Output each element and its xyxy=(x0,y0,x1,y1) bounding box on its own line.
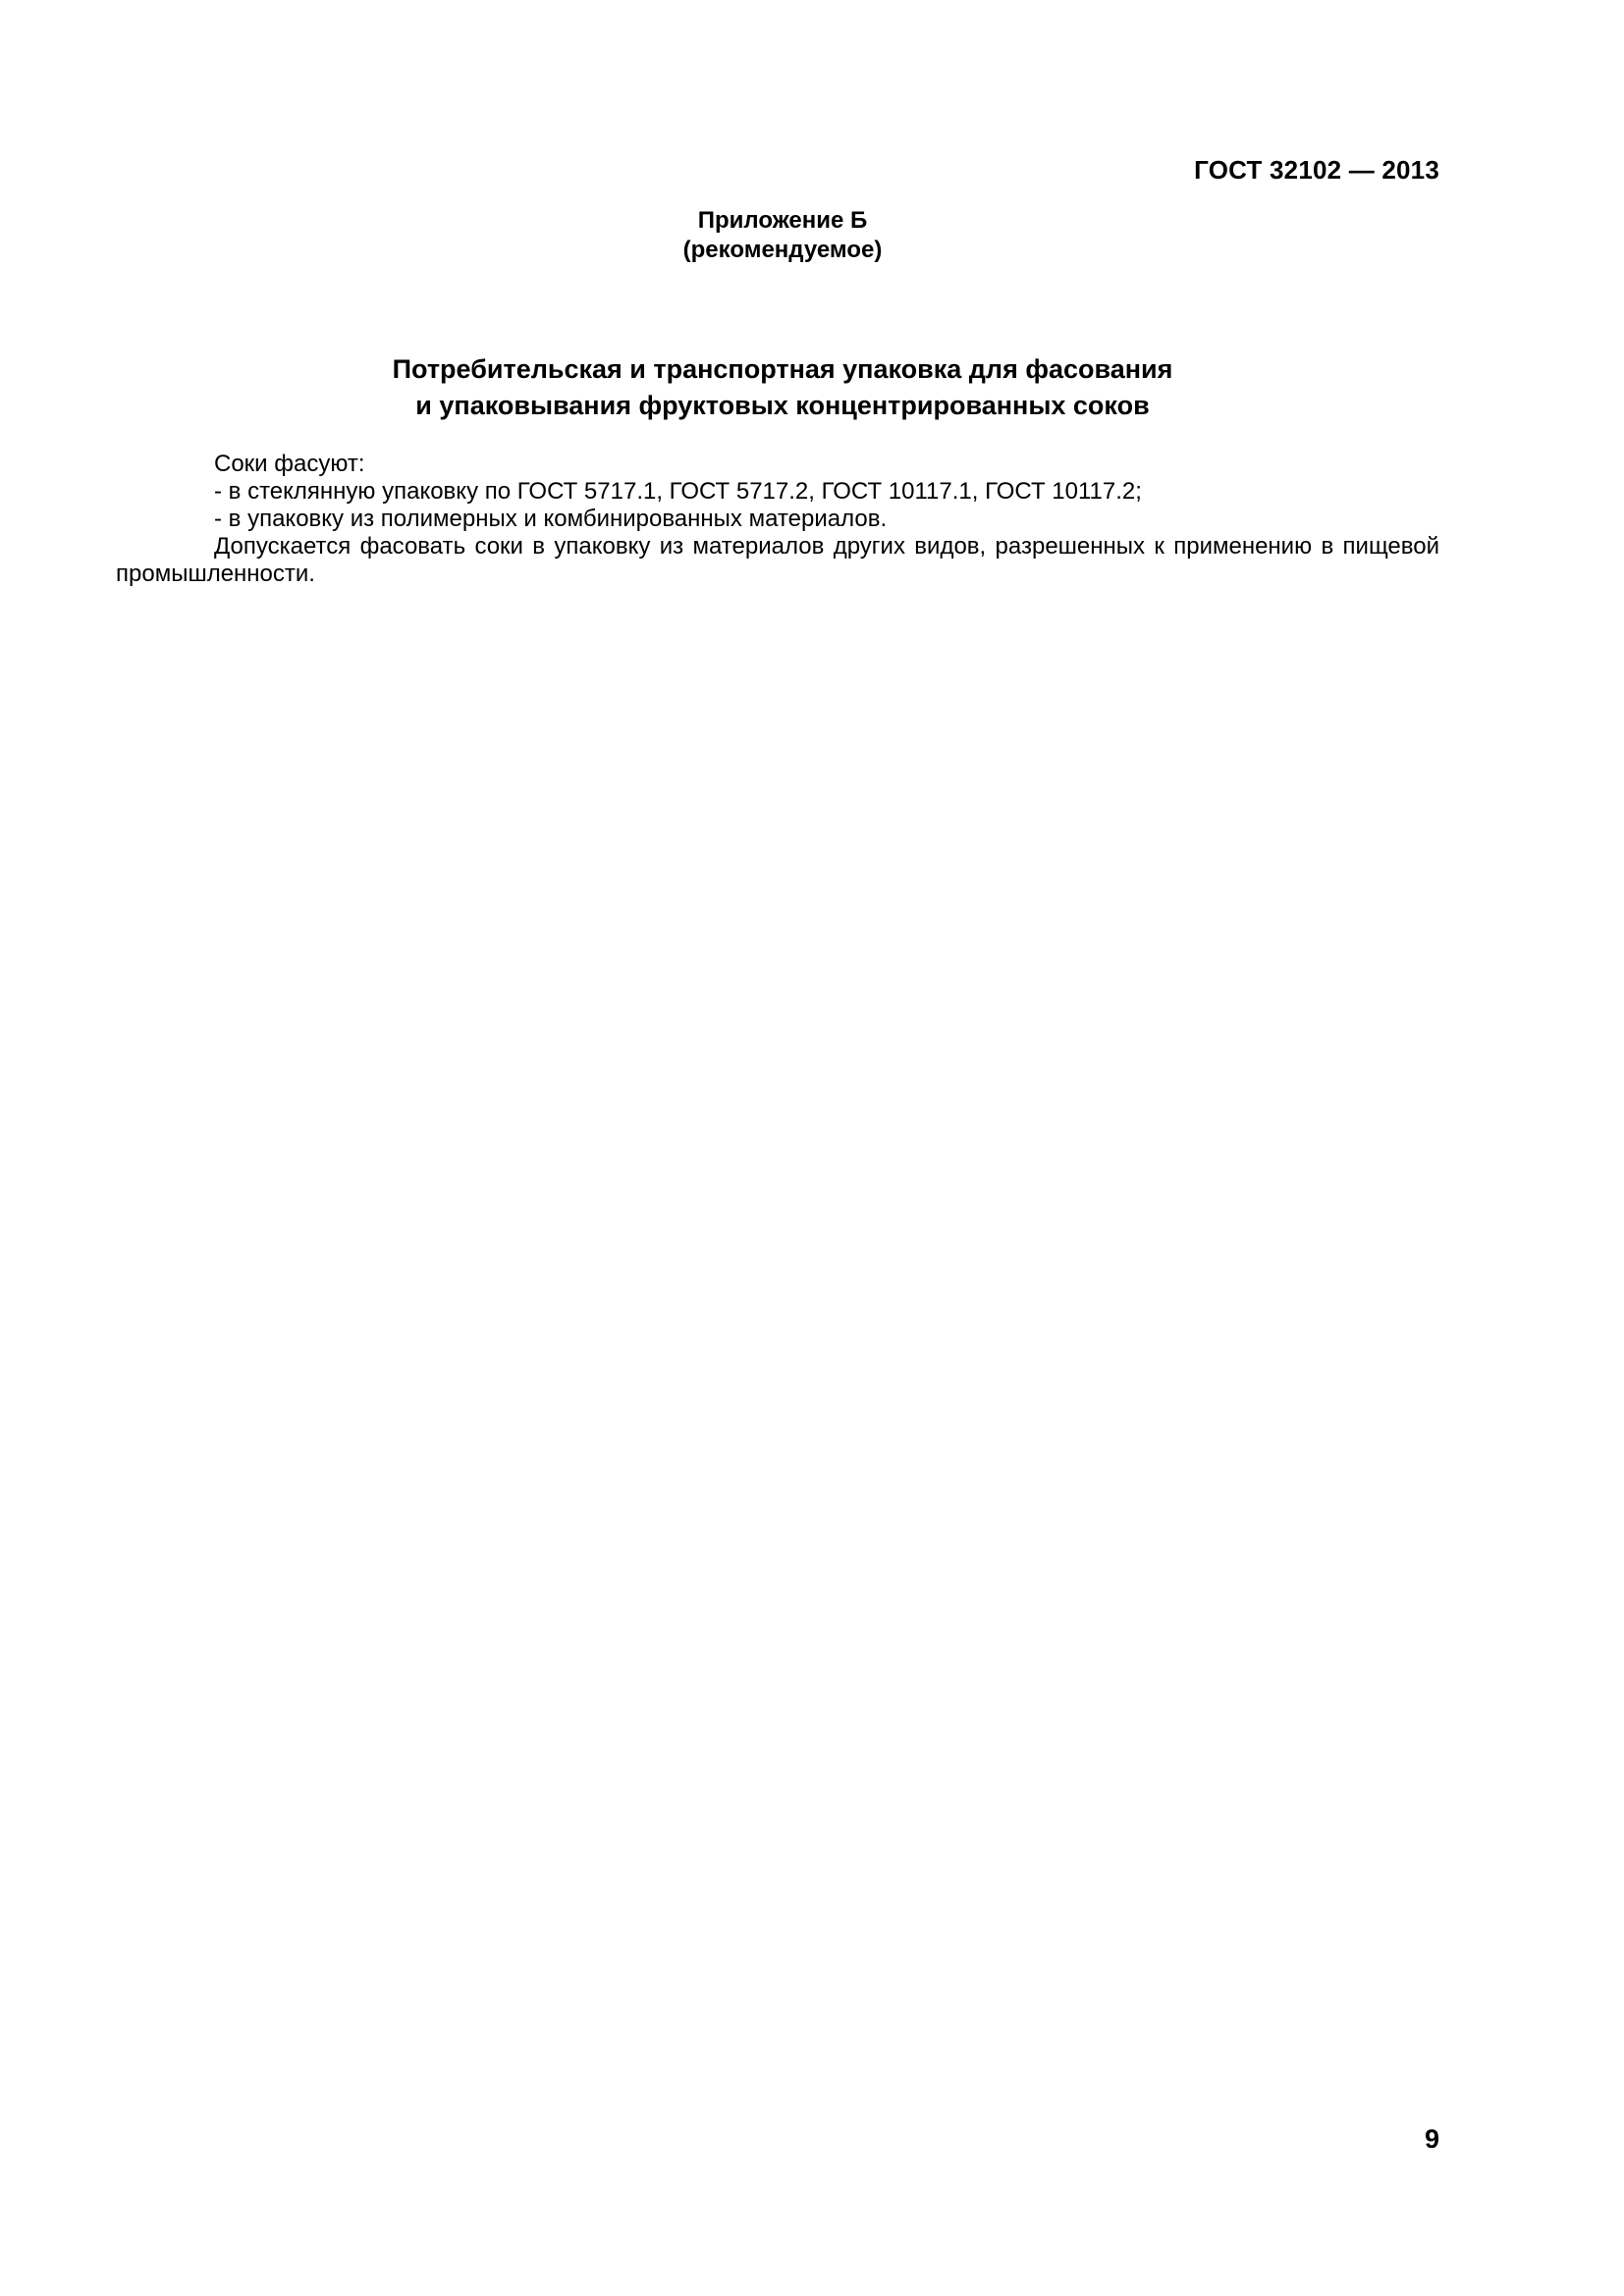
list-item-polymer: - в упаковку из полимерных и комбинированных материалов. xyxy=(214,506,888,532)
appendix-status: (рекомендуемое) xyxy=(682,237,883,263)
section-title xyxy=(0,351,1565,424)
appendix-label: Приложение Б xyxy=(697,207,868,234)
document-code: ГОСТ 32102 — 2013 xyxy=(1194,155,1439,185)
intro-line: Соки фасуют: xyxy=(214,451,365,477)
section-title-line-2: и упаковывания фруктовых концентрированных соков xyxy=(415,391,1150,420)
appendix-heading xyxy=(0,206,1565,265)
page-number: 9 xyxy=(1424,2124,1439,2154)
list-item-glass: - в стеклянную упаковку по ГОСТ 5717.1, ГОСТ 5717.2, ГОСТ 10117.1, ГОСТ 10117.2; xyxy=(214,478,1142,505)
paragraph-other-materials: Допускается фасовать соки в упаковку из материалов других видов, разрешенных к применению в пищевой промышленности. xyxy=(116,533,1439,587)
body-text xyxy=(116,451,1439,588)
section-title-line-1: Потребительская и транспортная упаковка для фасования xyxy=(392,354,1173,384)
